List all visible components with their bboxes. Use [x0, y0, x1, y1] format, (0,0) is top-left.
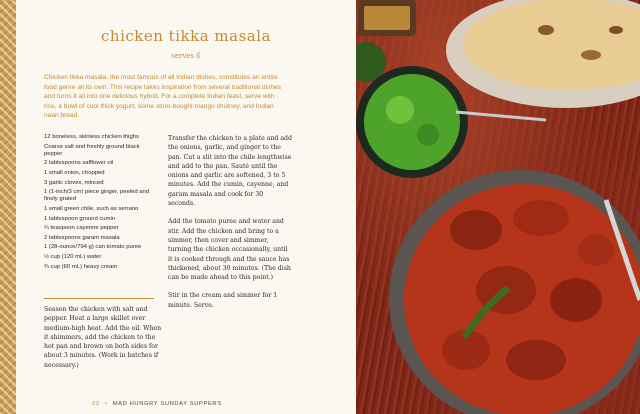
decorative-border: [0, 0, 16, 414]
recipe-page: [16, 0, 356, 414]
naan-char-2: [581, 50, 601, 60]
ingredient-item: 1 (28-ounce/794 g) can tomato puree: [44, 244, 142, 251]
chicken-piece-7: [578, 234, 614, 266]
steps-column-right: [168, 134, 292, 319]
chicken-piece-1: [450, 210, 502, 250]
steps-column-left: [44, 305, 166, 379]
ingredients-list: [44, 134, 159, 273]
recipe-title: chicken tikka masala: [101, 27, 271, 45]
chutney-highlight-1: [386, 96, 414, 124]
step-paragraph: Add the tomato puree and water and stir. Add the chicken and bring to a simmer, then cover and simmer, turning the chicken occasionally, until it is cooked through and the sauce has thickened, about 30 minutes. (The dish can be made ahead to this point.): [168, 218, 291, 282]
ingredient-item: 1 tablespoon ground cumin: [44, 215, 116, 222]
footer-separator: •: [104, 401, 108, 407]
ingredient-item: 1 (1-inch/3 cm) piece ginger, peeled and finely grated: [44, 189, 150, 203]
chutney-highlight-2: [417, 124, 439, 146]
step-paragraph: Season the chicken with salt and pepper. Heat a large skillet over medium-high heat. Add the oil. When it shimmers, add the chicken to the hot pan and brown on both sides for about 3 minutes. (Work in batches if necessary.): [44, 306, 162, 369]
recipe-intro: Chicken tikka masala, the most famous of all Indian dishes, constitutes an entire food genre all its own. This recipe takes inspiration from several traditional dishes and turns it all into one delicious hybrid. For a complete Indian feast, serve with rice, a bowl of cool thick yogurt, some store-bought mango chutney, and Indian naan bread.: [44, 74, 282, 120]
green-chutney: [364, 74, 460, 170]
ingredient-item: 12 boneless, skinless chicken thighs: [44, 134, 139, 140]
food-photo: [356, 0, 640, 414]
ingredient-item: Coarse salt and freshly ground black pepper: [44, 143, 140, 157]
step-paragraph: Stir in the cream and simmer for 1 minute. Serve.: [168, 292, 278, 309]
ingredient-item: 2 tablespoons safflower oil: [44, 160, 114, 167]
naan-char-1: [538, 25, 554, 35]
ingredient-item: ¼ teaspoon cayenne pepper: [44, 225, 119, 232]
spoon-handle: [456, 112, 546, 120]
naan-char-3: [609, 26, 623, 34]
food-photo-illustration: [356, 0, 640, 414]
recipe-serves: serves 6: [171, 52, 201, 60]
chicken-piece-2: [513, 200, 569, 236]
ingredient-item: 1 small green chile, such as serrano: [44, 205, 139, 212]
book-title: MAD HUNGRY SUNDAY SUPPERS: [112, 401, 222, 407]
page-number: 22: [92, 401, 100, 407]
ingredient-item: 1 small onion, chopped: [44, 169, 105, 176]
divider: [44, 298, 154, 299]
ingredient-item: ½ cup (120 mL) water: [44, 253, 102, 260]
chicken-piece-6: [506, 340, 566, 380]
chicken-piece-4: [550, 278, 602, 322]
ingredient-item: 3 garlic cloves, minced: [44, 179, 104, 186]
page-footer: [92, 401, 222, 407]
spice-jar-label: [364, 6, 410, 30]
ingredient-item: ¾ cup (60 mL) heavy cream: [44, 263, 118, 270]
step-paragraph: Transfer the chicken to a plate and add the onions, garlic, and ginger to the pan. Cut a slit into the chile lengthwise and add to the pan. Sauté until the onions and garlic are softened, 3 to 5 minutes. Add the cumin, cayenne, and garam masala and cook for 30 seconds.: [168, 135, 292, 208]
ingredient-item: 2 tablespoons garam masala: [44, 234, 120, 241]
